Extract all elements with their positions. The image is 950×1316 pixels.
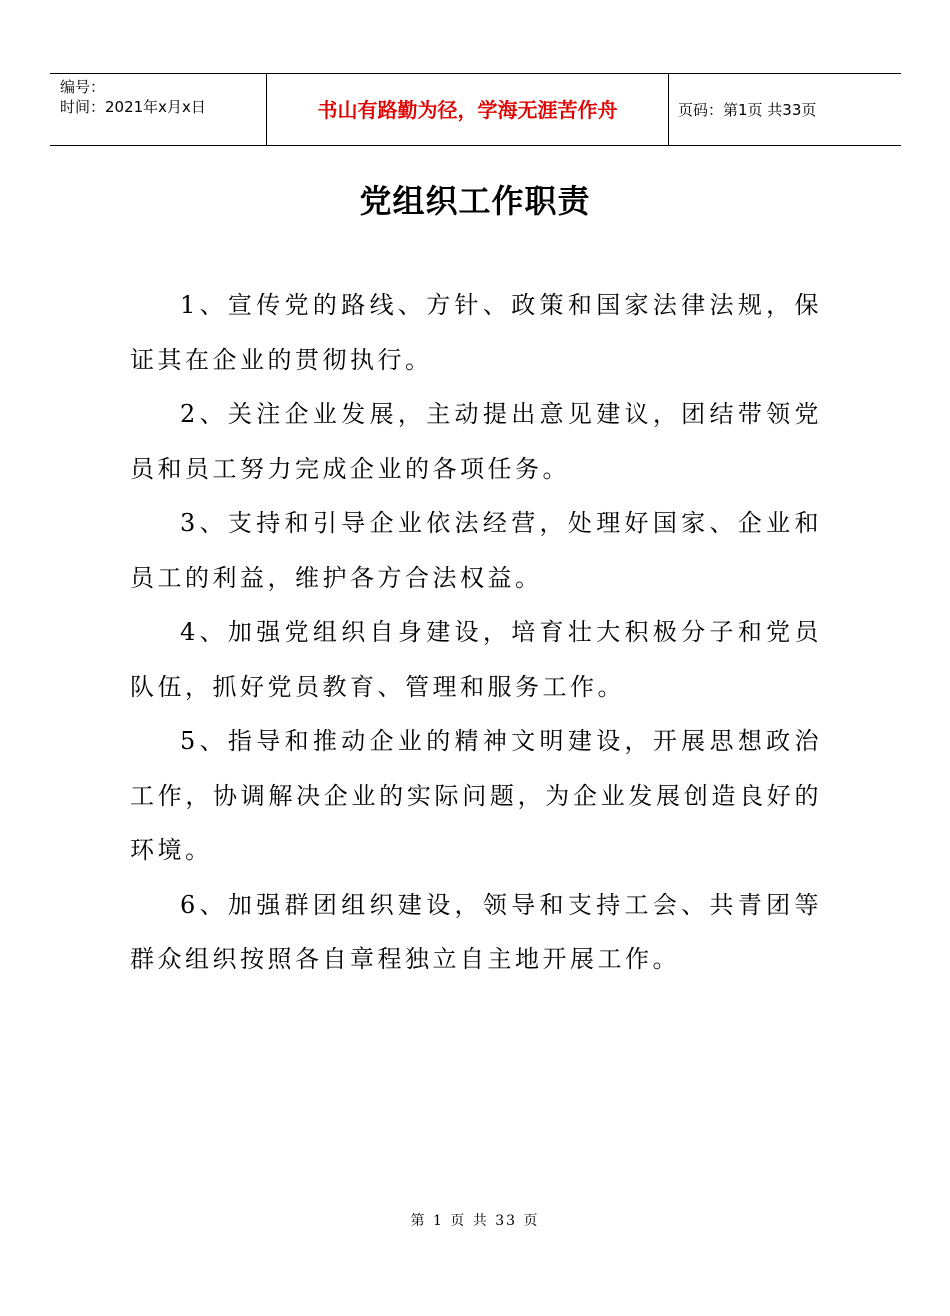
duty-paragraph-6: 6、加强群团组织建设，领导和支持工会、共青团等群众组织按照各自章程独立自主地开展工作。 [130,890,822,973]
header-meta [60,77,206,117]
duty-paragraph-4: 4、加强党组织自身建设，培育壮大积极分子和党员队伍，抓好党员教育、管理和服务工作。 [130,618,822,701]
document-header [50,73,901,146]
document-title: 党组织工作职责 [359,182,591,220]
duty-paragraph-3: 3、支持和引导企业依法经营，处理好国家、企业和员工的利益，维护各方合法权益。 [130,509,822,592]
document-body [130,278,822,987]
duty-paragraph-5: 5、指导和推动企业的精神文明建设，开展思想政治工作，协调解决企业的实际问题，为企业发展创造良好的环境。 [130,727,822,864]
duty-paragraph-1: 1、宣传党的路线、方针、政策和国家法律法规，保证其在企业的贯彻执行。 [130,291,822,374]
header-divider-right [668,74,669,146]
header-page-info: 页码：第1页 共33页 [678,101,817,119]
duty-paragraph-2: 2、关注企业发展，主动提出意见建议，团结带领党员和员工努力完成企业的各项任务。 [130,400,822,483]
header-motto: 书山有路勤为径，学海无涯苦作舟 [317,98,618,122]
page-footer: 第 1 页 共 33 页 [410,1213,540,1229]
header-number-label: 编号： [60,78,106,96]
header-time-label: 时间：2021年x月x日 [60,98,206,116]
